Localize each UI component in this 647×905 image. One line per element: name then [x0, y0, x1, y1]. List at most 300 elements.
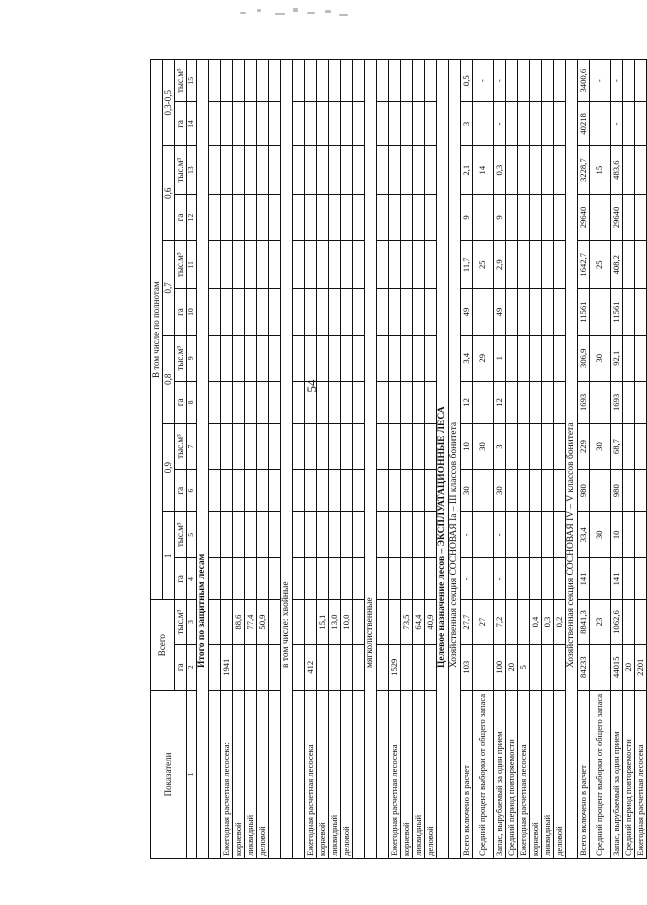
table-cell	[425, 558, 437, 600]
table-cell	[353, 470, 365, 512]
table-cell	[590, 558, 611, 600]
table-cell: -	[473, 60, 494, 102]
table-cell	[518, 335, 530, 381]
table-cell: 980	[578, 470, 590, 512]
table-cell: 2,9	[494, 241, 506, 289]
table-cell	[635, 558, 647, 600]
table-cell	[623, 289, 635, 335]
table-cell	[554, 194, 566, 240]
table-cell	[473, 102, 494, 146]
table-cell	[269, 470, 281, 512]
table-cell	[377, 423, 389, 469]
table-cell	[542, 241, 554, 289]
table-cell	[635, 381, 647, 423]
table-cell	[542, 335, 554, 381]
table-cell	[542, 194, 554, 240]
table-row	[530, 60, 542, 859]
table-cell	[413, 381, 425, 423]
table-cell	[329, 423, 341, 469]
table-cell	[353, 690, 365, 858]
table-cell: 20	[506, 644, 518, 690]
table-cell	[317, 558, 329, 600]
table-cell	[293, 690, 305, 858]
table-cell	[389, 335, 401, 381]
table-cell	[341, 194, 353, 240]
table-cell: 10,0	[341, 600, 353, 644]
table-cell	[341, 146, 353, 194]
table-cell	[353, 241, 365, 289]
table-cell	[221, 470, 233, 512]
table-cell: 64,4	[413, 600, 425, 644]
table-row	[518, 60, 530, 859]
table-cell: 1693	[611, 381, 623, 423]
table-cell	[506, 423, 518, 469]
table-cell	[305, 381, 317, 423]
table-cell	[518, 512, 530, 558]
table-cell	[377, 690, 389, 858]
table-cell	[221, 102, 233, 146]
table-cell	[269, 289, 281, 335]
table-cell: 12	[494, 381, 506, 423]
table-cell: 0,4	[530, 600, 542, 644]
table-cell	[221, 423, 233, 469]
table-cell	[353, 194, 365, 240]
table-cell	[353, 60, 365, 102]
table-cell	[245, 289, 257, 335]
table-cell	[329, 102, 341, 146]
table-cell	[401, 512, 413, 558]
table-row	[590, 60, 611, 859]
table-cell	[269, 558, 281, 600]
table-cell: 88,6	[233, 600, 245, 644]
table-cell	[506, 470, 518, 512]
table-cell	[542, 289, 554, 335]
section-row	[437, 60, 449, 859]
column-number: 14	[187, 102, 197, 146]
table-cell	[269, 194, 281, 240]
table-cell	[389, 102, 401, 146]
table-cell: 30	[590, 512, 611, 558]
table-cell	[341, 241, 353, 289]
table-cell: 30	[590, 423, 611, 469]
table-cell	[401, 644, 413, 690]
table-cell: 1	[494, 335, 506, 381]
table-row	[233, 60, 245, 859]
table-row	[401, 60, 413, 859]
table-cell	[317, 423, 329, 469]
table-cell	[518, 241, 530, 289]
table-cell	[317, 146, 329, 194]
table-cell	[233, 102, 245, 146]
table-cell	[329, 381, 341, 423]
table-cell: 25	[590, 241, 611, 289]
density-header: 0,9	[163, 423, 175, 511]
unit-ha-header: га	[175, 470, 187, 512]
table-cell: 23	[590, 600, 611, 644]
table-cell	[377, 289, 389, 335]
table-cell	[293, 600, 305, 644]
table-cell: 12	[461, 381, 473, 423]
table-cell	[530, 423, 542, 469]
table-cell	[473, 381, 494, 423]
table-cell: -	[494, 558, 506, 600]
table-cell	[542, 470, 554, 512]
table-cell	[329, 644, 341, 690]
table-cell	[506, 600, 518, 644]
table-cell	[530, 60, 542, 102]
table-cell: 412	[305, 644, 317, 690]
table-cell	[401, 102, 413, 146]
table-cell	[293, 558, 305, 600]
table-row	[578, 60, 590, 859]
table-cell: 8841,3	[578, 600, 590, 644]
table-cell	[506, 335, 518, 381]
table-cell	[245, 241, 257, 289]
table-cell: 141	[578, 558, 590, 600]
table-cell	[317, 644, 329, 690]
table-cell	[506, 102, 518, 146]
table-cell: 3	[461, 102, 473, 146]
table-cell: 25	[473, 241, 494, 289]
table-cell: 27	[473, 600, 494, 644]
blank-row	[377, 60, 389, 859]
table-cell: 29640	[611, 194, 623, 240]
table-cell	[329, 335, 341, 381]
table-cell	[635, 102, 647, 146]
unit-m3-header: тыс.м³	[175, 423, 187, 469]
row-label: Ежегодная расчетная лесосека	[518, 690, 530, 858]
table-cell	[257, 470, 269, 512]
table-cell: -	[494, 512, 506, 558]
table-cell	[413, 423, 425, 469]
row-label: ликвидный	[329, 690, 341, 858]
table-row	[554, 60, 566, 859]
table-cell	[269, 512, 281, 558]
table-cell: 14	[473, 146, 494, 194]
table-cell: 1693	[578, 381, 590, 423]
table-cell	[209, 289, 221, 335]
table-cell	[257, 381, 269, 423]
table-cell	[341, 470, 353, 512]
table-cell	[389, 289, 401, 335]
table-cell	[542, 102, 554, 146]
table-cell	[245, 644, 257, 690]
table-cell: 29	[473, 335, 494, 381]
table-cell	[542, 512, 554, 558]
table-cell	[305, 423, 317, 469]
table-cell: 49	[494, 289, 506, 335]
row-label: Ежегодная расчетная лесосека:	[221, 690, 233, 858]
table-cell	[623, 558, 635, 600]
blank-row	[209, 60, 221, 859]
table-cell	[353, 644, 365, 690]
table-cell	[257, 194, 269, 240]
row-label: Средний процент выборки от общего запаса	[473, 690, 494, 858]
table-cell	[293, 335, 305, 381]
unit-m3-header: тыс.м³	[175, 146, 187, 194]
table-cell	[623, 102, 635, 146]
table-cell	[401, 335, 413, 381]
table-cell: 980	[611, 470, 623, 512]
table-cell	[542, 644, 554, 690]
table-cell	[257, 146, 269, 194]
column-number: 11	[187, 241, 197, 289]
table-cell	[269, 600, 281, 644]
table-cell	[518, 102, 530, 146]
table-cell: 30	[461, 470, 473, 512]
table-cell	[401, 423, 413, 469]
table-cell	[635, 60, 647, 102]
table-cell	[269, 241, 281, 289]
table-cell	[506, 146, 518, 194]
unit-ha-header: га	[175, 381, 187, 423]
table-cell	[425, 241, 437, 289]
table-cell: 2,1	[461, 146, 473, 194]
table-cell	[209, 600, 221, 644]
table-cell	[530, 558, 542, 600]
table-cell	[257, 289, 269, 335]
table-cell	[353, 146, 365, 194]
table-cell	[377, 60, 389, 102]
table-cell	[413, 644, 425, 690]
table-cell: -	[611, 60, 623, 102]
table-cell	[305, 146, 317, 194]
table-cell: 44015	[611, 644, 623, 690]
table-cell	[209, 102, 221, 146]
table-cell	[389, 241, 401, 289]
section-heading: Хозяйственная секция СОСНОВАЯ Iа – III классов бонитета	[449, 60, 461, 859]
unit-ha-header: га	[175, 102, 187, 146]
density-header: 0,6	[163, 146, 175, 241]
table-cell	[635, 146, 647, 194]
table-cell: 9	[494, 194, 506, 240]
table-cell	[506, 512, 518, 558]
table-cell: 3228,7	[578, 146, 590, 194]
table-cell	[425, 194, 437, 240]
table-cell	[317, 102, 329, 146]
table-cell	[590, 381, 611, 423]
table-cell: 0,3	[494, 146, 506, 194]
table-cell: 10	[461, 423, 473, 469]
table-cell: 3	[494, 423, 506, 469]
table-cell	[554, 512, 566, 558]
table-cell	[623, 381, 635, 423]
table-cell	[401, 194, 413, 240]
table-cell: 73,5	[401, 600, 413, 644]
table-cell	[209, 146, 221, 194]
table-cell	[542, 60, 554, 102]
table-cell	[401, 241, 413, 289]
table-cell: 40218	[578, 102, 590, 146]
table-cell: -	[461, 512, 473, 558]
table-cell	[401, 381, 413, 423]
table-cell: 92,1	[611, 335, 623, 381]
section-row	[197, 60, 209, 859]
table-cell	[518, 381, 530, 423]
scan-noise	[235, 6, 355, 20]
table-cell	[317, 335, 329, 381]
table-cell	[293, 146, 305, 194]
table-cell: 9	[461, 194, 473, 240]
table-cell	[233, 60, 245, 102]
table-cell	[293, 60, 305, 102]
table-cell	[377, 381, 389, 423]
column-number: 9	[187, 335, 197, 381]
table-cell	[305, 600, 317, 644]
table-cell	[542, 381, 554, 423]
table-cell	[221, 146, 233, 194]
table-cell	[245, 381, 257, 423]
table-cell	[530, 241, 542, 289]
table-cell	[329, 194, 341, 240]
table-row	[389, 60, 401, 859]
table-cell	[389, 60, 401, 102]
table-cell	[530, 644, 542, 690]
table-cell	[425, 102, 437, 146]
table-cell	[233, 289, 245, 335]
table-cell	[329, 241, 341, 289]
row-label: Средний период повторяемости	[623, 690, 635, 858]
table-cell	[473, 194, 494, 240]
table-cell: -	[494, 102, 506, 146]
table-cell: 0,2	[554, 600, 566, 644]
table-cell	[413, 558, 425, 600]
table-cell	[233, 512, 245, 558]
table-cell: 49	[461, 289, 473, 335]
table-cell	[269, 60, 281, 102]
table-cell	[530, 381, 542, 423]
table-cell	[623, 600, 635, 644]
table-row	[425, 60, 437, 859]
table-cell	[233, 644, 245, 690]
row-label: Всего включено в расчет	[461, 690, 473, 858]
table-row	[341, 60, 353, 859]
table-cell	[518, 60, 530, 102]
table-cell	[245, 470, 257, 512]
table-cell	[209, 381, 221, 423]
table-cell	[233, 558, 245, 600]
density-header: 0,8	[163, 335, 175, 423]
table-cell	[353, 600, 365, 644]
table-cell	[623, 60, 635, 102]
table-cell	[245, 146, 257, 194]
table-cell: 1642,7	[578, 241, 590, 289]
table-cell	[305, 102, 317, 146]
table-cell: 483,6	[611, 146, 623, 194]
table-cell	[221, 512, 233, 558]
table-cell	[590, 289, 611, 335]
table-cell	[635, 470, 647, 512]
table-cell: 0,3	[542, 600, 554, 644]
table-cell	[353, 512, 365, 558]
table-cell	[554, 102, 566, 146]
table-cell	[413, 335, 425, 381]
table-row	[635, 60, 647, 859]
table-cell	[635, 289, 647, 335]
table-cell	[413, 146, 425, 194]
section-heading: Хозяйственная секция СОСНОВАЯ IV – V классов бонитета	[566, 60, 578, 859]
table-row	[623, 60, 635, 859]
table-cell	[341, 512, 353, 558]
table-row	[317, 60, 329, 859]
table-cell	[413, 512, 425, 558]
table-cell	[530, 194, 542, 240]
table-cell	[623, 241, 635, 289]
table-cell	[233, 423, 245, 469]
table-cell	[473, 512, 494, 558]
table-cell	[590, 470, 611, 512]
table-cell: 11561	[578, 289, 590, 335]
section-heading: Итого по защитным лесам	[197, 60, 209, 859]
table-cell	[317, 470, 329, 512]
row-label: Ежегодная расчетная лесосека	[635, 690, 647, 858]
row-label: Запас, вырубаемый за один прием	[494, 690, 506, 858]
table-cell: 1529	[389, 644, 401, 690]
table-cell	[635, 241, 647, 289]
table-cell: 3400,6	[578, 60, 590, 102]
density-header: 1	[163, 512, 175, 600]
table-cell: -	[494, 60, 506, 102]
table-cell: 103	[461, 644, 473, 690]
table-cell: 408,2	[611, 241, 623, 289]
table-cell	[542, 423, 554, 469]
table-cell	[329, 512, 341, 558]
row-label: ликвидный	[542, 690, 554, 858]
table-cell	[554, 644, 566, 690]
table-cell: 27,7	[461, 600, 473, 644]
table-cell	[233, 381, 245, 423]
table-cell	[245, 335, 257, 381]
table-cell	[209, 470, 221, 512]
table-cell	[317, 60, 329, 102]
table-cell: 40,9	[425, 600, 437, 644]
table-cell	[518, 289, 530, 335]
table-cell	[389, 194, 401, 240]
table-cell	[377, 558, 389, 600]
table-cell	[257, 644, 269, 690]
table-cell: 77,4	[245, 600, 257, 644]
table-cell	[623, 423, 635, 469]
table-cell	[353, 335, 365, 381]
table-row	[611, 60, 623, 859]
table-cell	[401, 558, 413, 600]
row-label: корневой	[233, 690, 245, 858]
table-cell	[413, 102, 425, 146]
table-cell	[317, 194, 329, 240]
table-cell	[233, 241, 245, 289]
blank-row	[269, 60, 281, 859]
table-cell	[623, 470, 635, 512]
column-number: 12	[187, 194, 197, 240]
column-number: 15	[187, 60, 197, 102]
table-cell: 1062,6	[611, 600, 623, 644]
blank-row	[293, 60, 305, 859]
table-cell	[221, 241, 233, 289]
table-cell	[353, 102, 365, 146]
table-cell	[221, 381, 233, 423]
table-cell	[209, 644, 221, 690]
table-cell	[305, 335, 317, 381]
table-cell	[329, 60, 341, 102]
table-cell: 30	[590, 335, 611, 381]
table-row	[245, 60, 257, 859]
table-row	[257, 60, 269, 859]
section-heading: в том числе: хвойные	[281, 60, 293, 859]
table-cell	[542, 146, 554, 194]
table-cell	[209, 194, 221, 240]
table-cell	[530, 146, 542, 194]
column-number: 4	[187, 558, 197, 600]
